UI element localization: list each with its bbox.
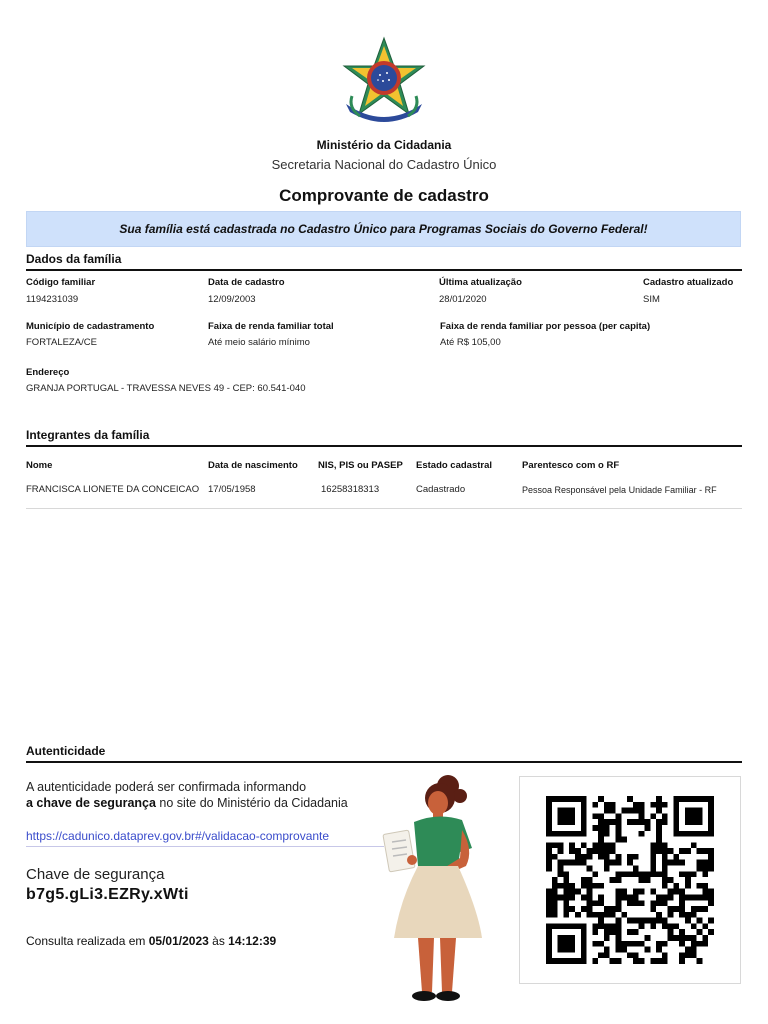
column-header-nome: Nome [26,460,53,471]
faixa-renda-per-capita-value: Até R$ 105,00 [440,337,501,348]
brazil-coat-of-arms-icon [338,34,430,126]
ministry-name: Ministério da Cidadania [316,138,452,152]
consulta-mid: às [212,934,229,948]
security-key-label: Chave de segurança [26,866,165,883]
member-status: Cadastrado [416,484,466,495]
codigo-familiar-value: 1194231039 [26,294,79,305]
security-key-value: b7g5.gLi3.EZRy.xWti [26,886,189,903]
secretaria-name: Secretaria Nacional do Cadastro Único [271,157,497,172]
column-header-parentesco: Parentesco com o RF [522,460,620,471]
consulta-prefix: Consulta realizada em [26,934,149,948]
cadastro-atualizado-value: SIM [643,294,660,305]
consulta-timestamp [26,934,276,948]
ultima-atualizacao-value: 28/01/2020 [439,294,487,305]
column-header-nis: NIS, PIS ou PASEP [318,460,403,471]
consulta-time: 14:12:39 [228,934,277,948]
section-title-integrantes: Integrantes da família [26,428,150,442]
section-divider [26,269,742,271]
faixa-renda-per-capita-label: Faixa de renda familiar por pessoa (per capita) [440,321,651,332]
data-cadastro-label: Data de cadastro [208,277,285,288]
registration-banner [26,211,741,247]
data-cadastro-value: 12/09/2003 [208,294,256,305]
auth-instruction-line1: A autenticidade poderá ser confirmada informando [26,780,307,794]
row-divider [26,508,742,509]
member-relationship: Pessoa Responsável pela Unidade Familiar - RF [522,485,717,495]
banner-text: Sua família está cadastrada no Cadastro Único para Programas Sociais do Governo Federal! [119,222,648,236]
link-underline [26,846,384,847]
codigo-familiar-label: Código familiar [26,277,96,288]
endereco-value: GRANJA PORTUGAL - TRAVESSA NEVES 49 - CEP: 60.541-040 [26,383,306,394]
municipio-label: Município de cadastramento [26,321,155,332]
faixa-renda-total-label: Faixa de renda familiar total [208,321,334,332]
consulta-date: 05/01/2023 [148,934,209,948]
auth-instruction-rest: no site do Ministério da Cidadania [155,796,348,810]
member-birthdate: 17/05/1958 [208,484,256,495]
member-name: FRANCISCA LIONETE DA CONCEICAO [26,484,200,495]
woman-holding-document-icon [378,770,498,1006]
section-title-autenticidade: Autenticidade [26,744,106,758]
auth-instruction-line2 [26,796,348,810]
endereco-label: Endereço [26,367,70,378]
section-divider [26,445,742,447]
qr-code-frame [519,776,741,984]
member-nis: 16258318313 [321,484,380,495]
column-header-nascimento: Data de nascimento [208,460,298,471]
document-title: Comprovante de cadastro [279,186,489,205]
cadastro-atualizado-label: Cadastro atualizado [643,277,734,288]
section-title-dados: Dados da família [26,252,122,266]
ultima-atualizacao-label: Última atualização [439,277,522,288]
section-divider [26,761,742,763]
municipio-value: FORTALEZA/CE [26,337,97,348]
faixa-renda-total-value: Até meio salário mínimo [208,337,310,348]
auth-key-emphasis: a chave de segurança [26,796,156,810]
qr-code-icon [542,796,718,964]
column-header-estado: Estado cadastral [416,460,493,471]
validation-link[interactable]: https://cadunico.dataprev.gov.br#/validacao-comprovante [26,829,330,843]
